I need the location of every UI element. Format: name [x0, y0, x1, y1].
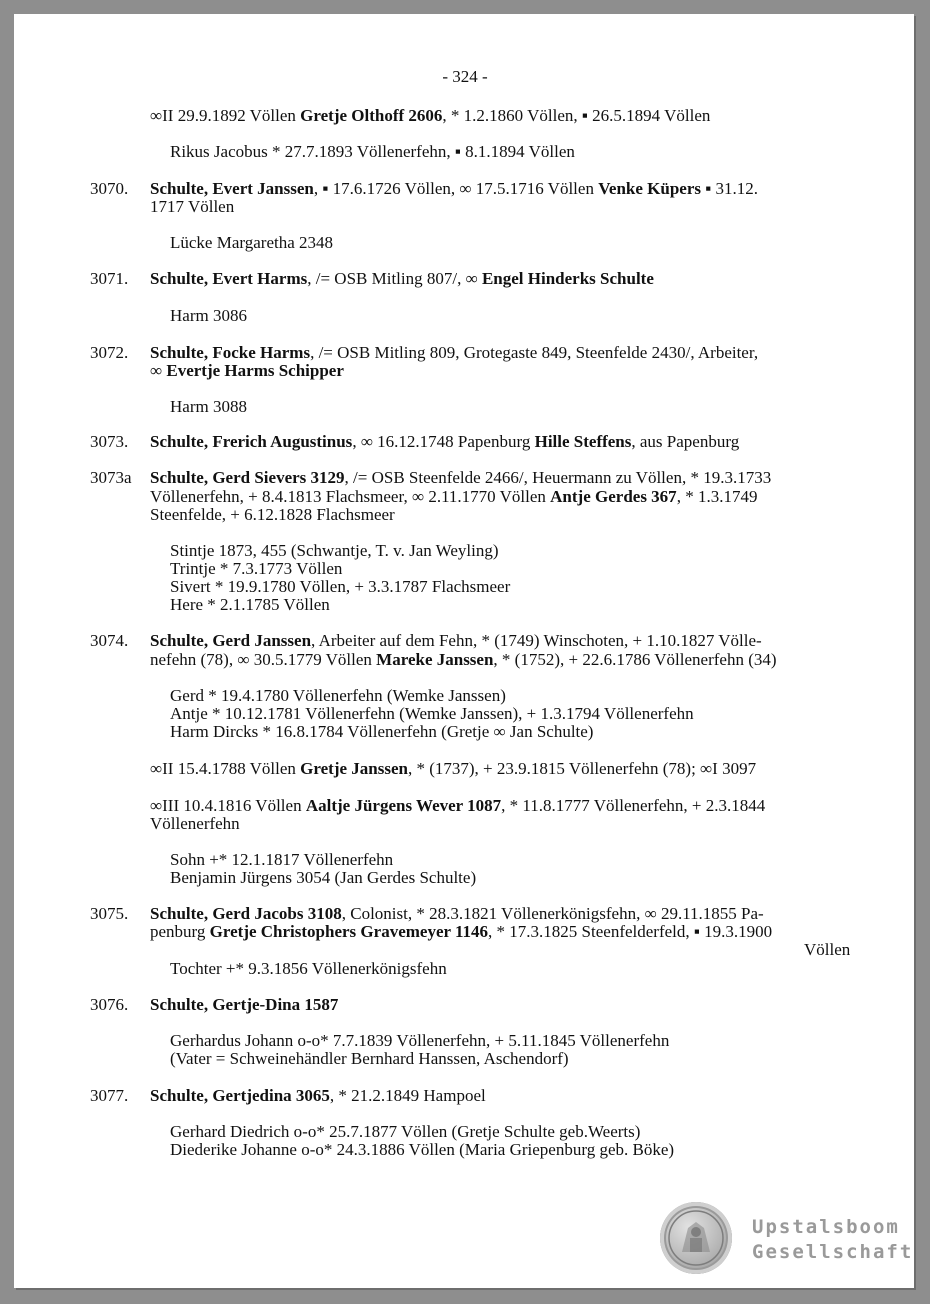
child-line: Gerd * 19.4.1780 Völlenerfehn (Wemke Janssen) — [170, 686, 506, 705]
seal-emblem-icon — [660, 1202, 732, 1274]
entry-line: Schulte, Evert Janssen, ▪ 17.6.1726 Völlen, ∞ 17.5.1716 Völlen Venke Küpers ▪ 31.12. — [150, 179, 759, 198]
entry-line: Völlenerfehn, + 8.4.1813 Flachsmeer, ∞ 2.11.1770 Völlen Antje Gerdes 367, * 1.3.1749 — [150, 487, 758, 506]
child-line: Harm Dircks * 16.8.1784 Völlenerfehn (Gretje ∞ Jan Schulte) — [170, 722, 594, 741]
entry-number: 3073. — [90, 432, 129, 451]
marriage-line: ∞II 15.4.1788 Völlen Gretje Janssen, * (1737), + 23.9.1815 Völlenerfehn (78); ∞I 3097 — [150, 759, 757, 778]
entry-line: ∞ Evertje Harms Schipper — [150, 361, 344, 380]
entry-number: 3077. — [90, 1086, 129, 1105]
child-line: Gerhardus Johann o-o* 7.7.1839 Völlenerfehn, + 5.11.1845 Völlenerfehn — [170, 1031, 670, 1050]
entry-number: 3073a — [90, 468, 132, 487]
child-line: Benjamin Jürgens 3054 (Jan Gerdes Schulte) — [170, 868, 477, 887]
entry-line: Schulte, Gertje-Dina 1587 — [150, 995, 339, 1014]
child-line: Sohn +* 12.1.1817 Völlenerfehn — [170, 850, 394, 869]
entry-number: 3076. — [90, 995, 129, 1014]
child-line: Harm 3088 — [170, 397, 247, 416]
entry-line: Steenfelde, + 6.12.1828 Flachsmeer — [150, 505, 395, 524]
marriage-line: ∞III 10.4.1816 Völlen Aaltje Jürgens Wever 1087, * 11.8.1777 Völlenerfehn, + 2.3.1844 — [150, 796, 766, 815]
child-line: Harm 3086 — [170, 306, 247, 325]
child-line: Lücke Margaretha 2348 — [170, 233, 334, 252]
entry-line: Schulte, Gerd Janssen, Arbeiter auf dem Fehn, * (1749) Winschoten, + 1.10.1827 Völle- — [150, 631, 762, 650]
entry-line: penburg Gretje Christophers Gravemeyer 1146, * 17.3.1825 Steenfelderfeld, ▪ 19.3.1900 — [150, 922, 773, 941]
entry-line: nefehn (78), ∞ 30.5.1779 Völlen Mareke Janssen, * (1752), + 22.6.1786 Völlenerfehn (34) — [150, 650, 777, 669]
entry-number: 3074. — [90, 631, 129, 650]
marriage-line: ∞II 29.9.1892 Völlen Gretje Olthoff 2606, * 1.2.1860 Völlen, ▪ 26.5.1894 Völlen — [150, 106, 711, 125]
entry-number: 3071. — [90, 269, 129, 288]
child-line: Diederike Johanne o-o* 24.3.1886 Völlen (Maria Griepenburg geb. Böke) — [170, 1140, 675, 1159]
child-line: Tochter +* 9.3.1856 Völlenerkönigsfehn — [170, 959, 447, 978]
entry-line: Schulte, Gerd Sievers 3129, /= OSB Steenfelde 2466/, Heuermann zu Völlen, * 19.3.1733 — [150, 468, 772, 487]
society-name-line1: Upstalsboom — [752, 1216, 900, 1238]
entry-line: Schulte, Frerich Augustinus, ∞ 16.12.1748 Papenburg Hille Steffens, aus Papenburg — [150, 432, 740, 451]
entry-line: Völlenerfehn — [150, 814, 240, 833]
entry-line: Schulte, Focke Harms, /= OSB Mitling 809, Grotegaste 849, Steenfelde 2430/, Arbeiter, — [150, 343, 759, 362]
society-name-line2: Gesellschaft — [752, 1241, 914, 1263]
child-line: Sivert * 19.9.1780 Völlen, + 3.3.1787 Flachsmeer — [170, 577, 511, 596]
entry-line: Völlen — [804, 940, 851, 959]
entry-number: 3070. — [90, 179, 129, 198]
child-line: Antje * 10.12.1781 Völlenerfehn (Wemke Janssen), + 1.3.1794 Völlenerfehn — [170, 704, 694, 723]
child-line: Stintje 1873, 455 (Schwantje, T. v. Jan Weyling) — [170, 541, 499, 560]
entry-line: Schulte, Evert Harms, /= OSB Mitling 807/, ∞ Engel Hinderks Schulte — [150, 269, 654, 288]
page-number: - 324 - — [442, 67, 488, 86]
entry-line: Schulte, Gerd Jacobs 3108, Colonist, * 28.3.1821 Völlenerkönigsfehn, ∞ 29.11.1855 Pa- — [150, 904, 764, 923]
entry-line: 1717 Völlen — [150, 197, 235, 216]
seal-logo — [660, 1202, 732, 1274]
child-line: Gerhard Diedrich o-o* 25.7.1877 Völlen (Gretje Schulte geb.Weerts) — [170, 1122, 641, 1141]
child-line: Rikus Jacobus * 27.7.1893 Völlenerfehn, ▪ 8.1.1894 Völlen — [170, 142, 575, 161]
entry-number: 3072. — [90, 343, 129, 362]
entry-line: Schulte, Gertjedina 3065, * 21.2.1849 Hampoel — [150, 1086, 486, 1105]
child-line: (Vater = Schweinehändler Bernhard Hanssen, Aschendorf) — [170, 1049, 569, 1068]
entry-number: 3075. — [90, 904, 129, 923]
child-line: Here * 2.1.1785 Völlen — [170, 595, 330, 614]
child-line: Trintje * 7.3.1773 Völlen — [170, 559, 343, 578]
